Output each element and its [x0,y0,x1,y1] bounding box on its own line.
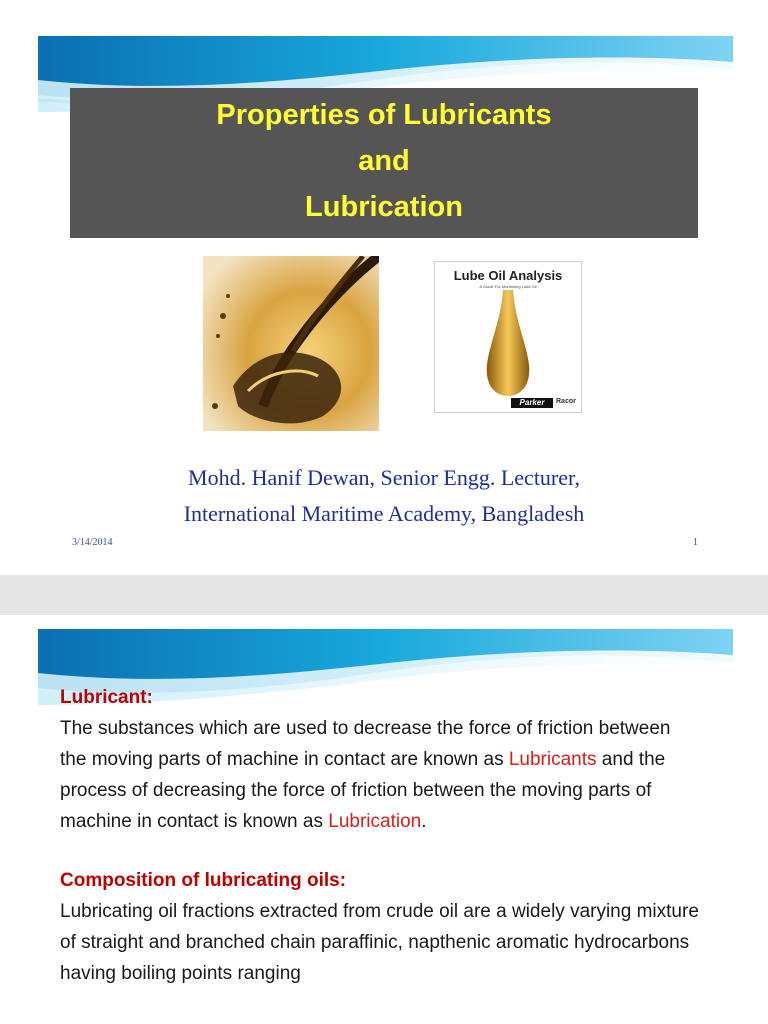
lubricant-definition [60,713,700,837]
definition-end: . [421,811,427,832]
title-line-2: and [358,145,410,177]
book-subtitle: A Guide For Monitoring Lube Oil [479,284,537,289]
racor-logo: Racor [556,398,576,405]
author-line-1: Mohd. Hanif Dewan, Senior Engg. Lecturer, [188,465,580,490]
page-gap [0,575,768,615]
definition-text-2: and the process of decreasing the force of friction between the moving parts of machine in contact is known as [60,749,666,832]
composition-heading: Composition of lubricating oils: [60,870,347,891]
slide-2 [0,615,768,1024]
definition-text-1: The substances which are used to decrease the force of friction between the moving parts of machine in contact are known as [60,718,671,770]
lubricants-term: Lubricants [508,749,597,770]
parker-logo: Parker [511,398,553,408]
title-line-3: Lubrication [305,191,463,223]
author-line-2: International Maritime Academy, Bangladesh [183,501,585,526]
lube-oil-analysis-book-cover [434,261,582,413]
slide-date: 3/14/2014 [72,537,113,548]
lubricant-heading: Lubricant: [60,687,153,708]
lubrication-term: Lubrication [328,811,422,832]
composition-text: Lubricating oil fractions extracted from crude oil are a widely varying mixture of straight and branched chain paraffinic, napthenic aromatic hydrocarbons having boiling points ranging [60,901,699,984]
slide-page-number: 1 [693,537,698,548]
title-banner [70,88,698,238]
oil-drop-icon [435,290,581,400]
title-line-1: Properties of Lubricants [216,99,552,131]
book-title: Lube Oil Analysis [453,268,563,283]
slide-2-content [60,682,700,989]
oil-splash-image [203,256,379,431]
